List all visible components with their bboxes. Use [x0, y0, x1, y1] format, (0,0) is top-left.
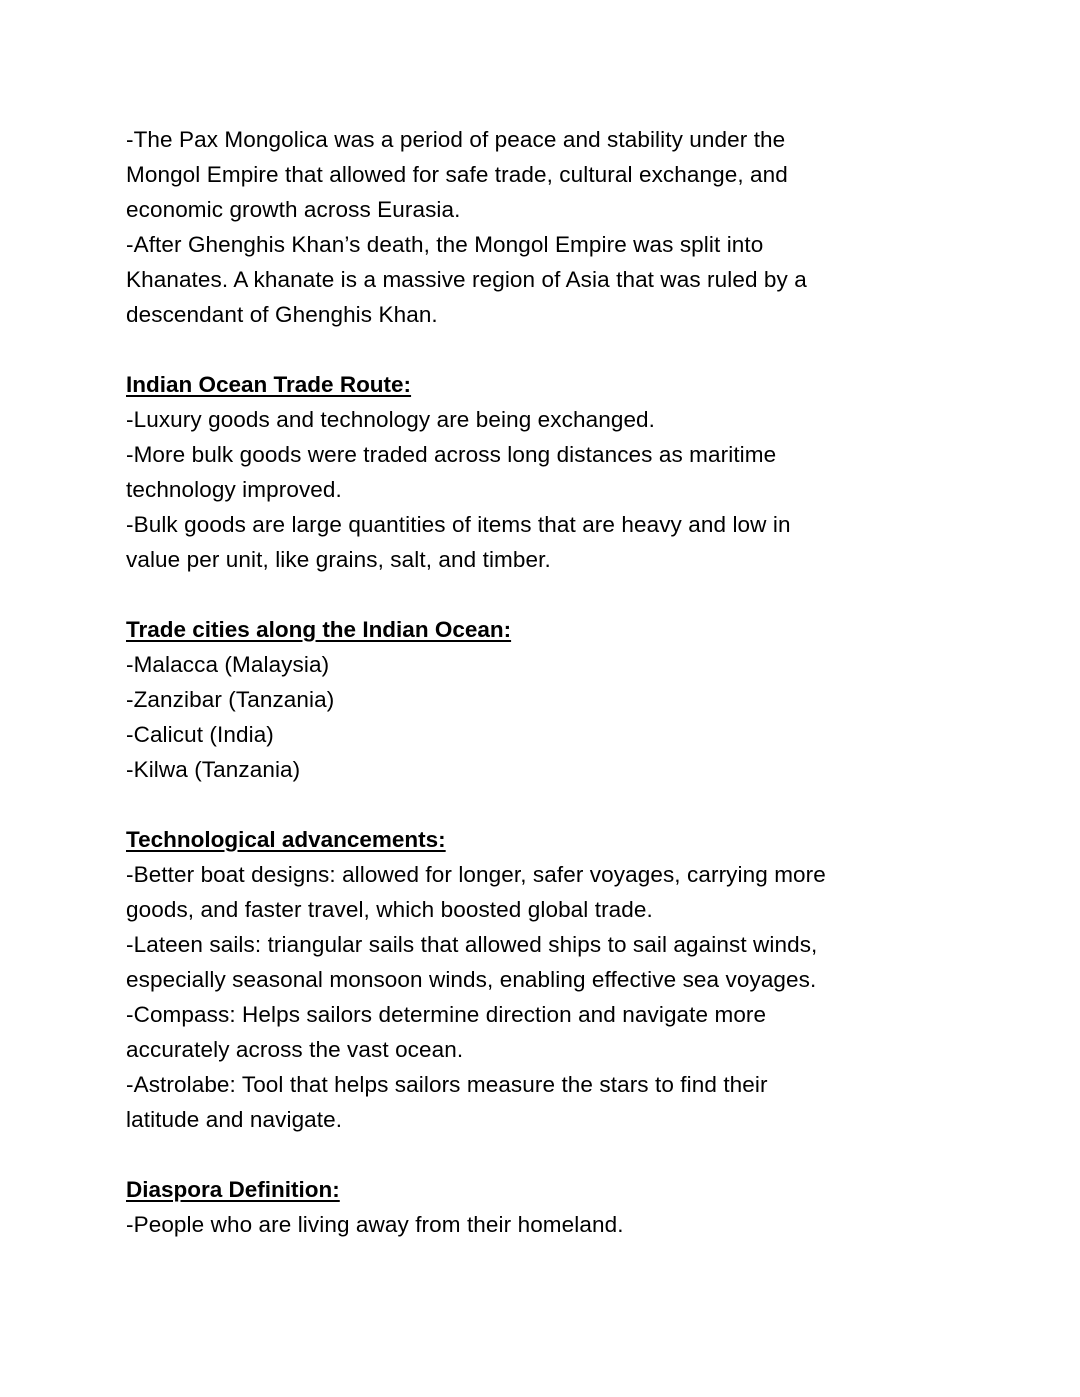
text-line: -Better boat designs: allowed for longer, safer voyages, carrying more: [126, 862, 826, 887]
section-body: [126, 402, 954, 577]
section-heading-diaspora-definition: Diaspora Definition:: [126, 1177, 340, 1202]
section-indian-ocean-trade-route: [126, 367, 954, 577]
section-technological-advancements: [126, 822, 954, 1137]
text-line: -Malacca (Malaysia): [126, 652, 330, 677]
text-line: -Compass: Helps sailors determine direction and navigate more: [126, 1002, 767, 1027]
section-pax-mongolica: [126, 122, 954, 332]
text-line: technology improved.: [126, 477, 342, 502]
text-line: -Luxury goods and technology are being exchanged.: [126, 407, 656, 432]
text-line: -Kilwa (Tanzania): [126, 757, 301, 782]
text-line: -The Pax Mongolica was a period of peace and stability under the: [126, 127, 786, 152]
text-line: -Lateen sails: triangular sails that allowed ships to sail against winds,: [126, 932, 818, 957]
text-line: value per unit, like grains, salt, and timber.: [126, 547, 551, 572]
text-line: -Bulk goods are large quantities of items that are heavy and low in: [126, 512, 791, 537]
section-heading-indian-ocean-trade-route: Indian Ocean Trade Route:: [126, 372, 412, 397]
section-heading-trade-cities: Trade cities along the Indian Ocean:: [126, 617, 512, 642]
text-line: goods, and faster travel, which boosted global trade.: [126, 897, 653, 922]
text-line: -More bulk goods were traded across long distances as maritime: [126, 442, 777, 467]
section-body: [126, 122, 954, 332]
section-diaspora-definition: [126, 1172, 954, 1242]
section-body: [126, 647, 954, 787]
text-line: -Astrolabe: Tool that helps sailors measure the stars to find their: [126, 1072, 768, 1097]
text-line: latitude and navigate.: [126, 1107, 343, 1132]
text-line: economic growth across Eurasia.: [126, 197, 461, 222]
section-trade-cities: [126, 612, 954, 787]
text-line: -After Ghenghis Khan’s death, the Mongol Empire was split into: [126, 232, 764, 257]
text-line: -Zanzibar (Tanzania): [126, 687, 335, 712]
text-line: Khanates. A khanate is a massive region of Asia that was ruled by a: [126, 267, 807, 292]
section-body: [126, 1207, 954, 1242]
text-line: -Calicut (India): [126, 722, 274, 747]
text-line: accurately across the vast ocean.: [126, 1037, 464, 1062]
text-line: Mongol Empire that allowed for safe trade, cultural exchange, and: [126, 162, 788, 187]
section-body: [126, 857, 954, 1137]
text-line: -People who are living away from their homeland.: [126, 1212, 624, 1237]
text-line: especially seasonal monsoon winds, enabling effective sea voyages.: [126, 967, 817, 992]
section-heading-technological-advancements: Technological advancements:: [126, 827, 446, 852]
text-line: descendant of Ghenghis Khan.: [126, 302, 438, 327]
